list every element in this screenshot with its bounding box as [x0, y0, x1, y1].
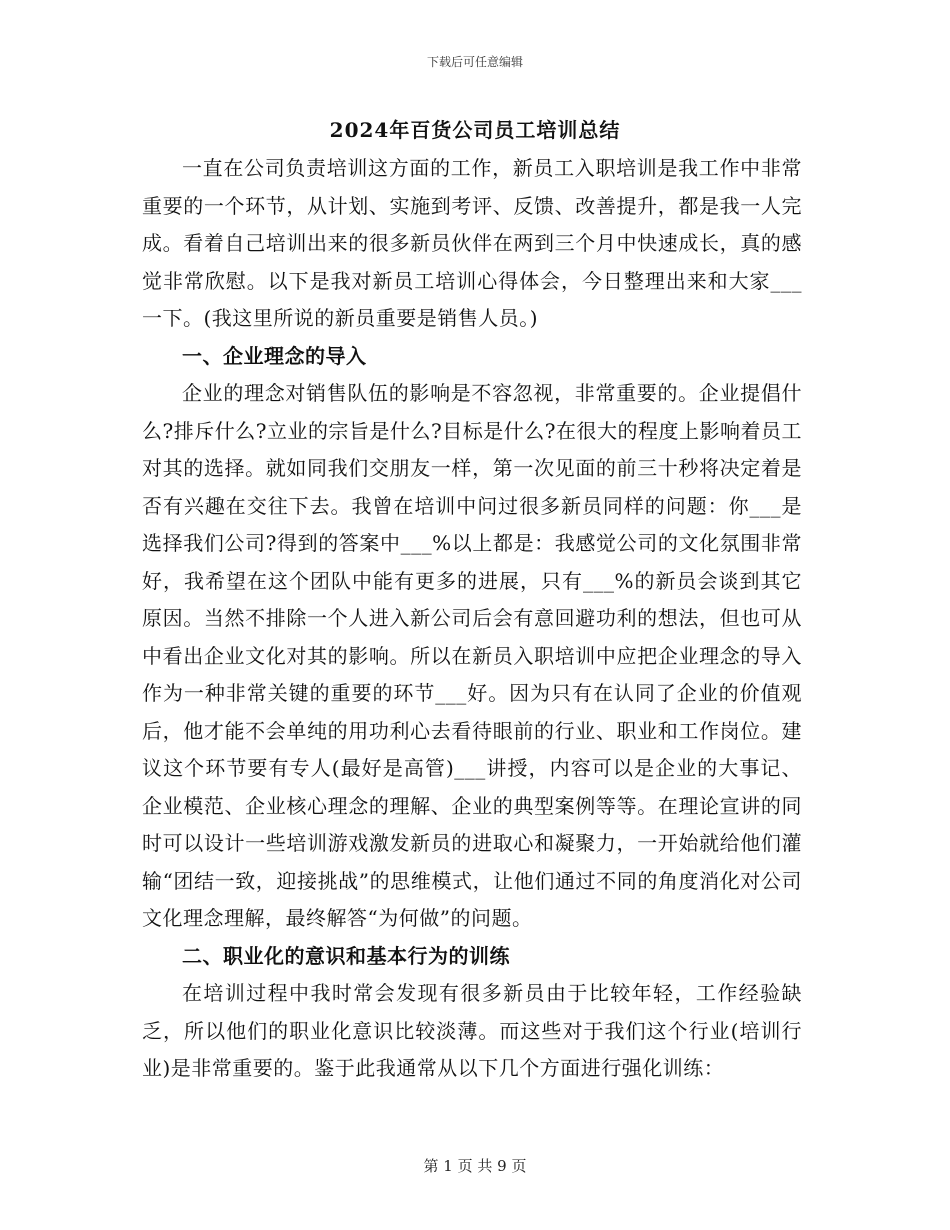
section-body-2: 在培训过程中我时常会发现有很多新员由于比较年轻，工作经验缺乏，所以他们的职业化意识比较淡薄。而这些对于我们这个行业(培训行业)是非常重要的。鉴于此我通常从以下几个方面进行强化训练： — [142, 981, 802, 1080]
document-body — [142, 150, 802, 1088]
section-heading-1: 一、企业理念的导入 — [182, 343, 367, 368]
header-note: 下载后可任意编辑 — [426, 55, 523, 69]
section-body-1: 企业的理念对销售队伍的影响是不容忽视，非常重要的。企业提倡什么?排斥什么?立业的宗旨是什么?目标是什么?在很大的程度上影响着员工对其的选择。就如同我们交朋友一样，第一次见面的前三十秒将决定着是否有兴趣在交往下去。我曾在培训中问过很多新员同样的问题：你___是选择我们公司?得到的答案中___%以上都是：我感觉公司的文化氛围非常好，我希望在这个团队中能有更多的进展，只有___%的新员会谈到其它原因。当然不排除一个人进入新公司后会有意回避功利的想法，但也可从中看出企业文化对其的影响。所以在新员入职培训中应把企业理念的导入作为一种非常关键的重要的环节___好。因为只有在认同了企业的价值观后，他才能不会单纯的用功利心去看待眼前的行业、职业和工作岗位。建议这个环节要有专人(最好是高管)___讲授，内容可以是企业的大事记、企业模范、企业核心理念的理解、企业的典型案例等等。在理论宣讲的同时可以设计一些培训游戏激发新员的进取心和凝聚力，一开始就给他们灌输“团结一致，迎接挑战”的思维模式，让他们通过不同的角度消化对公司文化理念理解，最终解答“为何做”的问题。 — [142, 381, 802, 930]
document-title: 2024年百货公司员工培训总结 — [329, 118, 621, 142]
section-heading-2: 二、职业化的意识和基本行为的训练 — [182, 943, 510, 968]
intro-paragraph: 一直在公司负责培训这方面的工作，新员工入职培训是我工作中非常重要的一个环节，从计划、实施到考评、反馈、改善提升，都是我一人完成。看着自己培训出来的很多新员伙伴在两到三个月中快速成长，真的感觉非常欣慰。以下是我对新员工培训心得体会，今日整理出来和大家___一下。(我这里所说的新员重要是销售人员。) — [142, 156, 802, 330]
page-number: 第 1 页 共 9 页 — [423, 1157, 527, 1175]
